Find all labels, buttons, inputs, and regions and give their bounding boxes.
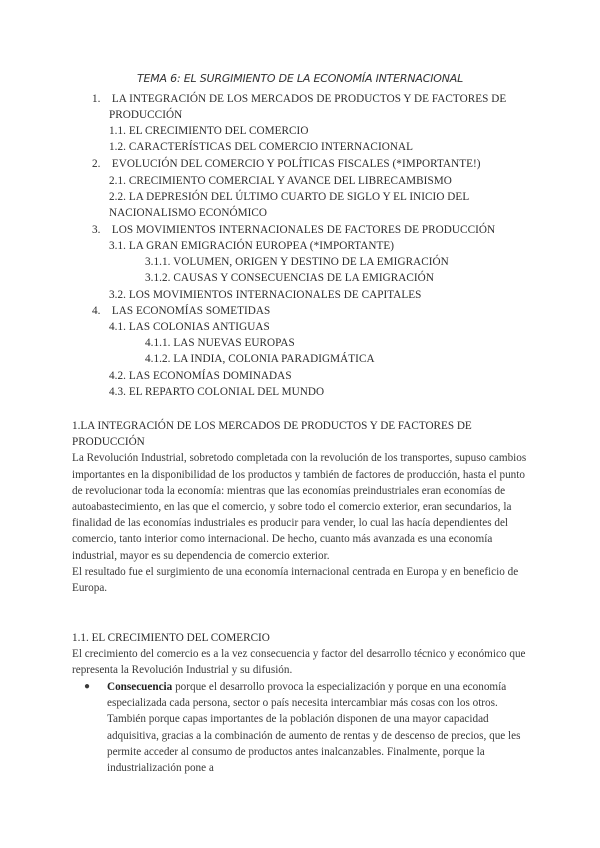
toc-item-4-1: 4.1. LAS COLONIAS ANTIGUAS (109, 321, 270, 333)
toc-item-4-2: 4.2. LAS ECONOMÍAS DOMINADAS (109, 370, 292, 382)
toc-item-4-1-2: 4.1.2. LA INDIA, COLONIA PARADIGMÁTICA (145, 353, 375, 365)
section-1-1 (72, 630, 532, 679)
toc-item-4-3: 4.3. EL REPARTO COLONIAL DEL MUNDO (109, 386, 325, 398)
toc-item-1-1: 1.1. EL CRECIMIENTO DEL COMERCIO (109, 125, 309, 137)
list-item (84, 679, 530, 776)
toc-item-2-2-cont: NACIONALISMO ECONÓMICO (109, 207, 268, 219)
bullet-text: porque el desarrollo provoca la especialización y porque en una economía especializada cada persona, sector o país necesita intercambiar más cosas con los otros. También porque capas importantes de la población disponen de una mayor capacidad adquisitiva, gracias a la combinación de aumento de rentas y de descenso de precios, que les permite acceder al consumo de productos antes inalcanzables. Finalmente, porque la industrialización pone a (107, 681, 521, 775)
toc-item-4: 4. LAS ECONOMÍAS SOMETIDAS (92, 305, 271, 317)
toc-item-3-1: 3.1. LA GRAN EMIGRACIÓN EUROPEA (*IMPORTANTE) (109, 240, 395, 252)
toc-item-1-cont: PRODUCCIÓN (109, 109, 183, 121)
toc-item-1-2: 1.2. CARACTERÍSTICAS DEL COMERCIO INTERNACIONAL (109, 141, 413, 153)
section-1-paragraph-1: La Revolución Industrial, sobretodo completada con la revolución de los transportes, supuso cambios importantes en la disponibilidad de los productos y también de factores de producción, hasta el punto de revolucionar toda la economía: mientras que las economías preindustriales eran economías de autoabastecimiento, en las que el comercio, y sobre todo el comercio exterior, eran secundarios, la finalidad de las economías industriales es producir para vender, lo cual las hacía dependientes del comercio, tanto interior como internacional. De hecho, cuanto más avanzada es una economía industrial, mayor es su dependencia de comercio exterior. (72, 452, 527, 562)
section-1-heading: 1.LA INTEGRACIÓN DE LOS MERCADOS DE PRODUCTOS Y DE FACTORES DE PRODUCCIÓN (72, 420, 472, 449)
page-title: TEMA 6: EL SURGIMIENTO DE LA ECONOMÍA INTERNACIONAL (137, 72, 463, 85)
section-1 (72, 418, 532, 596)
toc-item-4-1-1: 4.1.1. LAS NUEVAS EUROPAS (145, 337, 295, 349)
bullet-list (84, 679, 530, 776)
toc-item-1: 1. LA INTEGRACIÓN DE LOS MERCADOS DE PRODUCTOS Y DE FACTORES DE (92, 93, 507, 105)
toc-item-3-1-1: 3.1.1. VOLUMEN, ORIGEN Y DESTINO DE LA EMIGRACIÓN (145, 256, 449, 268)
toc-item-3-1-2: 3.1.2. CAUSAS Y CONSECUENCIAS DE LA EMIGRACIÓN (145, 272, 434, 284)
section-1-1-paragraph: El crecimiento del comercio es a la vez consecuencia y factor del desarrollo técnico y económico que representa la Revolución Industrial y su difusión. (72, 648, 526, 677)
toc-item-3-2: 3.2. LOS MOVIMIENTOS INTERNACIONALES DE CAPITALES (109, 289, 422, 301)
bullet-icon: ● (84, 681, 91, 692)
toc-item-2: 2. EVOLUCIÓN DEL COMERCIO Y POLÍTICAS FISCALES (*IMPORTANTE!) (92, 158, 481, 170)
section-1-paragraph-2: El resultado fue el surgimiento de una economía internacional centrada en Europa y en beneficio de Europa. (72, 565, 519, 595)
toc-item-2-2: 2.2. LA DEPRESIÓN DEL ÚLTIMO CUARTO DE SIGLO Y EL INICIO DEL (109, 191, 470, 203)
section-1-1-heading: 1.1. EL CRECIMIENTO DEL COMERCIO (72, 632, 270, 644)
bullet-bold-term: Consecuencia (107, 681, 173, 693)
toc-item-2-1: 2.1. CRECIMIENTO COMERCIAL Y AVANCE DEL LIBRECAMBISMO (109, 175, 452, 187)
toc-item-3: 3. LOS MOVIMIENTOS INTERNACIONALES DE FACTORES DE PRODUCCIÓN (92, 224, 496, 236)
